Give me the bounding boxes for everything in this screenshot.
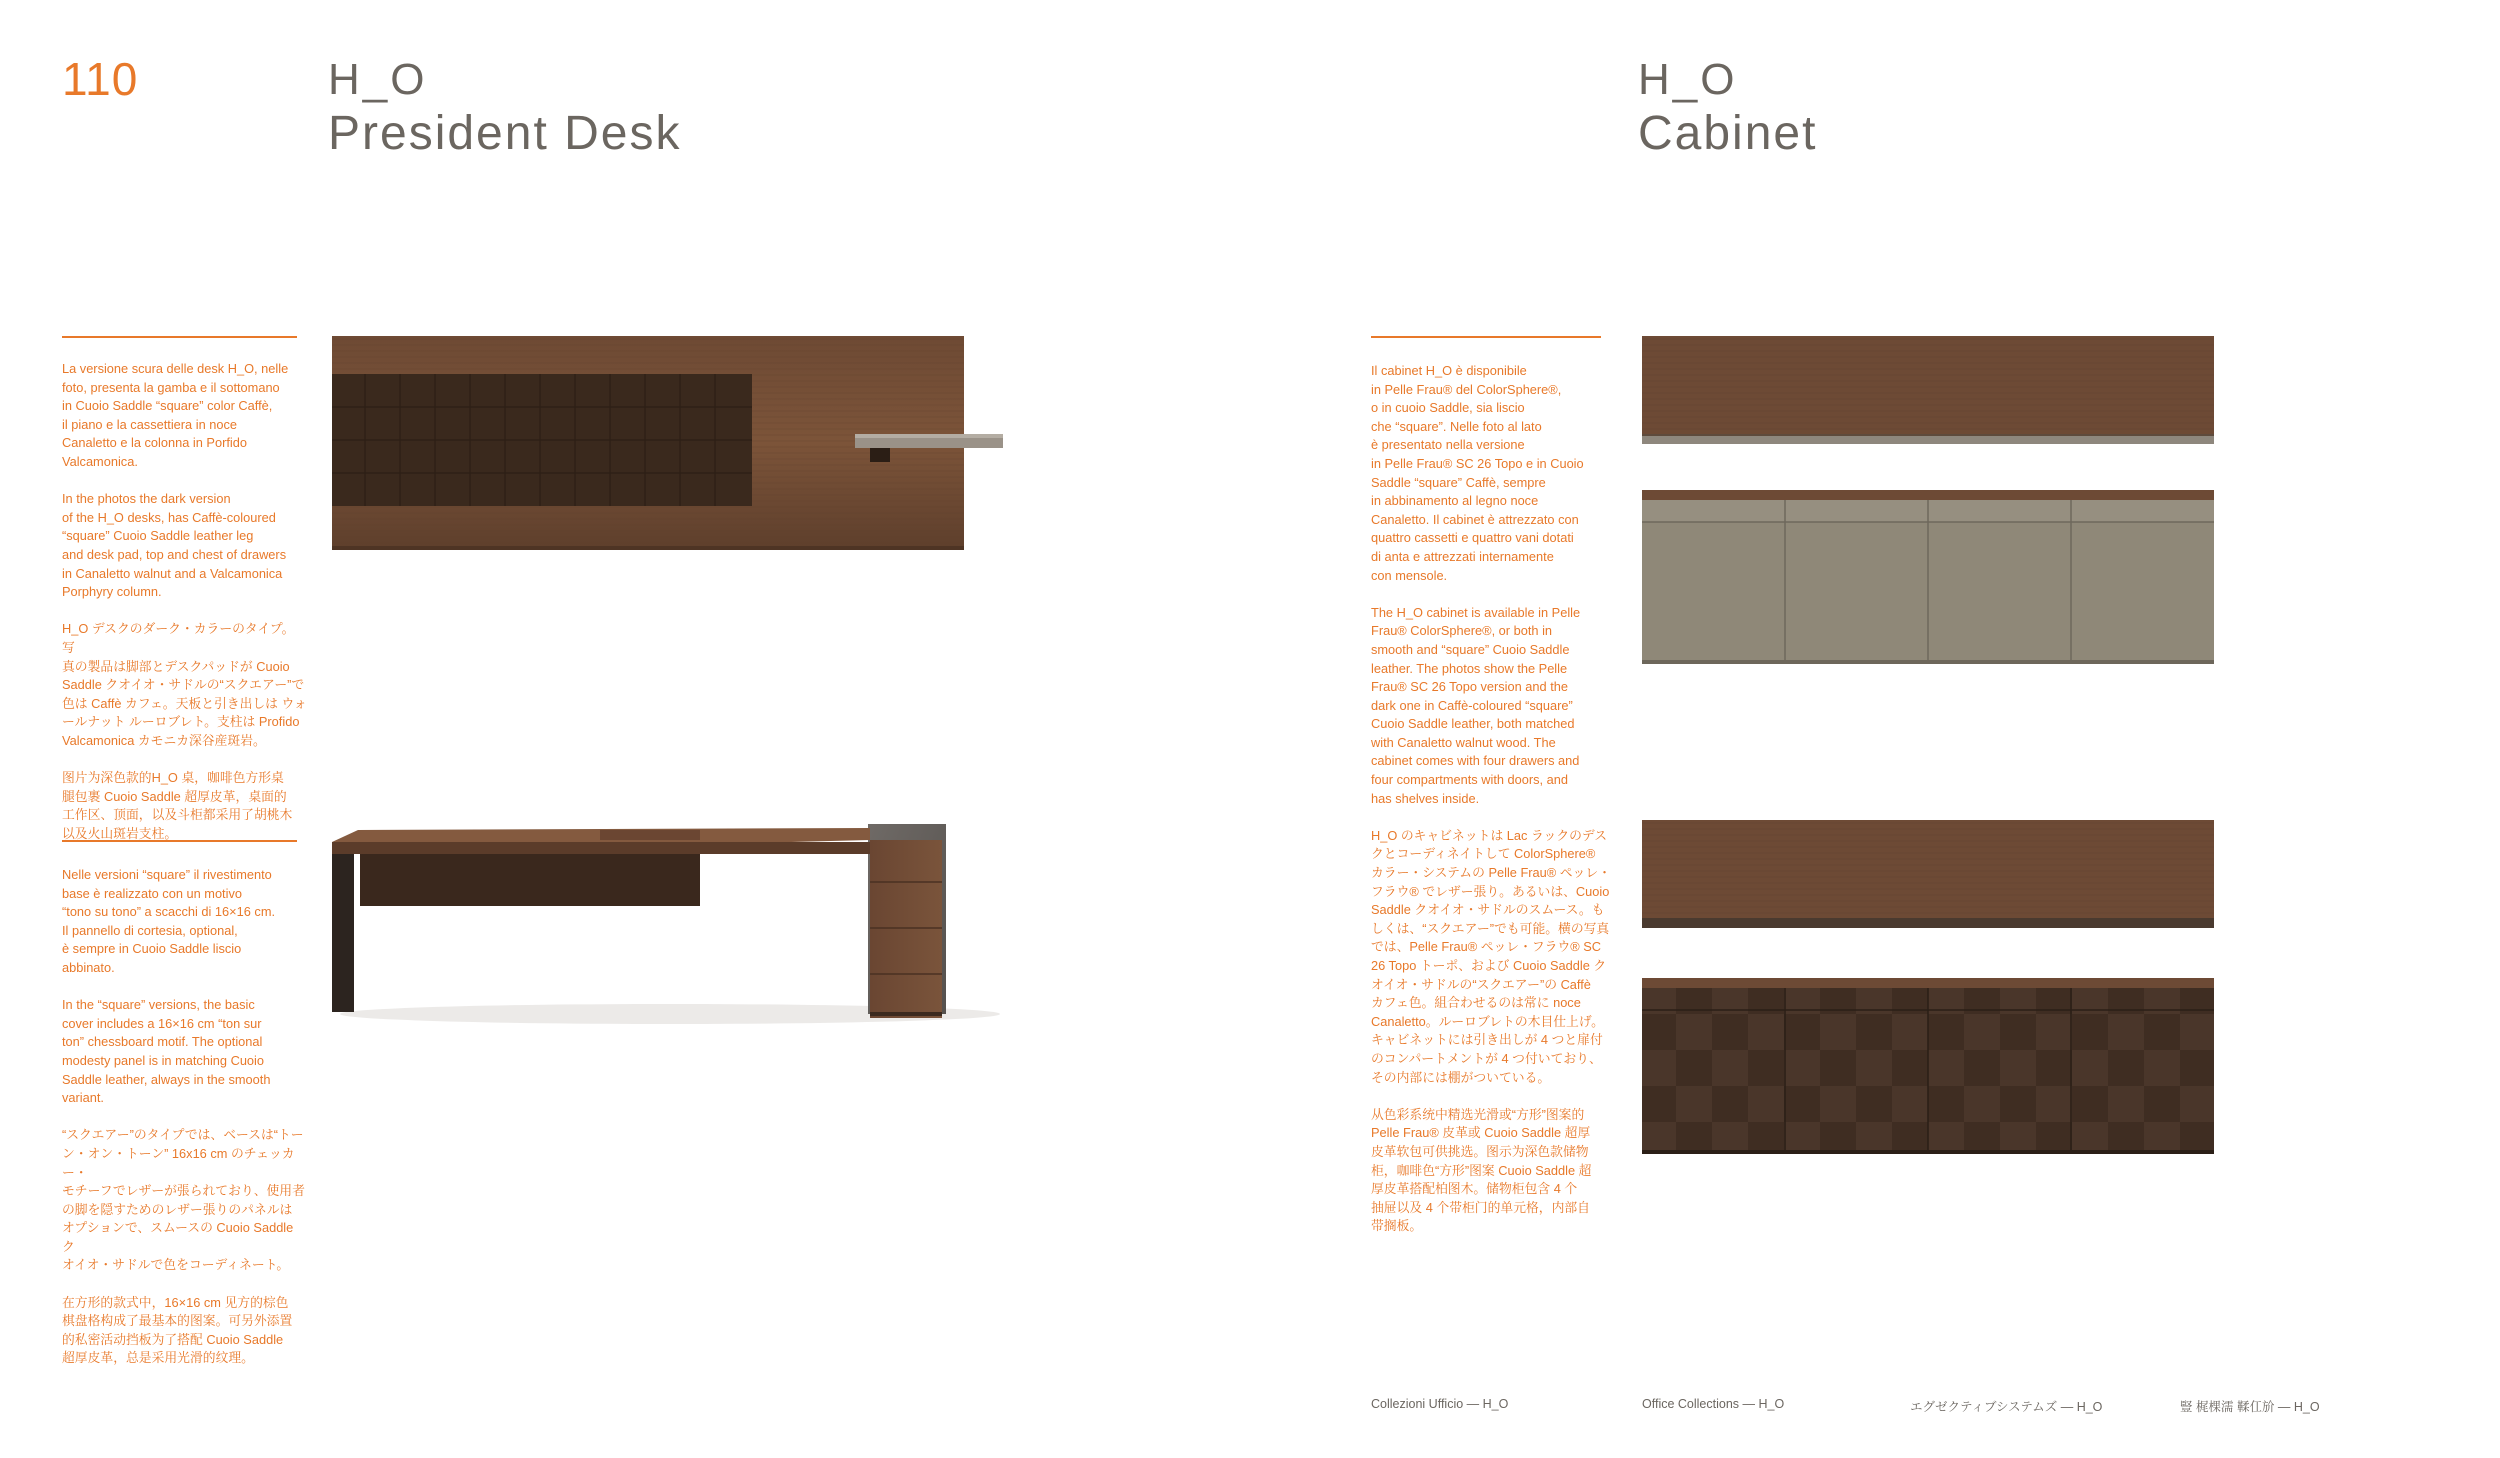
cabinet-text-it: Il cabinet H_O è disponibile in Pelle Frau® del ColorSphere®, o in cuoio Saddle, sia liscio che “square”. Nelle foto al lato è presentato nella versione in Pelle Frau® SC 26 Topo e in Cuoio Saddle “square” Caffè, sempre in abbinamento al legno noce Canaletto. Il cabinet è attrezzato con quattro cassetti e quattro vani dotati di anta e attrezzati internamente con mensole. (1371, 363, 1584, 583)
desk-title-name: President Desk (328, 106, 682, 160)
cabinet-text-zh: 从色彩系统中精选光滑或“方形”图案的 Pelle Frau® 皮革或 Cuoio Saddle 超厚 皮革软包可供挑选。图示为深色款储物 柜，咖啡色“方形”图案 Cuoio Saddle 超 厚皮革搭配柏图木。储物柜包含 4 个 抽屉以及 4 个带柜门的单元格，内部自 带搁板。 (1371, 1106, 1592, 1234)
cabinet-description (1371, 362, 1611, 1236)
desk-text-zh: 图片为深色款的H_O 桌，咖啡色方形桌 腿包裹 Cuoio Saddle 超厚皮革，桌面的 工作区、顶面，以及斗柜都采用了胡桃木 以及火山斑岩支柱。 (62, 770, 293, 841)
footer-collection-zh: 豎 梶棵濡 鞣仜斺 — H_O (2180, 1400, 2320, 1414)
page-number: 110 (62, 53, 139, 105)
footer-collection-it: Collezioni Ufficio — H_O (1371, 1397, 1509, 1411)
desk-text-it: La versione scura delle desk H_O, nelle foto, presenta la gamba e il sottomano in Cuoio Saddle “square” color Caffè, il piano e la cassettiera in noce Canaletto e la colonna in Porfido Valcamonica. (62, 361, 289, 469)
square-text-ja: “スクエアー”のタイプでは、ベースは“トー ン・オン・トーン” 16x16 cm のチェッカー・ モチーフでレザーが張られており、使用者 の脚を隠すためのレザー張りのパネルは オプションで、スムースの Cuoio Saddle ク オイオ・サドルで色をコーディネート。 (62, 1127, 305, 1273)
cabinet-text-ja: H_O のキャビネットは Lac ラックのデス クとコーディネイトして ColorSphere® カラー・システムの Pelle Frau® ペッレ・ フラウ® でレザー張り。あるいは、Cuoio Saddle クオイオ・サドルのスムース。も しくは、“スクエアー”でも可能。横の写真 では、Pelle Frau® ペッレ・フラウ® SC 26 Topo トーポ、および Cuoio Saddle ク オイオ・サドルの“スクエアー”の Caffè カフェ色。組合わせるのは常に noce Canaletto。ルーロブレトの木目仕上げ。 キャビネットには引き出しが 4 つと扉付 のコンパートメントが 4 つ付いており、 その内部には棚がついている。 (1371, 827, 1611, 1085)
desk-perspective-photo (330, 820, 1040, 1040)
footer-collection-ja: エグゼクティブシステムズ — H_O (1910, 1400, 2103, 1414)
right-rule-top (1371, 336, 1601, 338)
square-text-it: Nelle versioni “square” il rivestimento base è realizzato con un motivo “tono su tono” a scacchi di 16×16 cm. Il pannello di cortesia, optional, è sempre in Cuoio Saddle liscio abbinato. (62, 867, 276, 975)
footer-collection-en: Office Collections — H_O (1642, 1397, 1785, 1411)
desk-description-2 (62, 866, 307, 1368)
square-text-zh: 在方形的款式中，16×16 cm 见方的棕色 棋盘格构成了最基本的图案。可另外添置 的私密活动挡板为了搭配 Cuoio Saddle 超厚皮革，总是采用光滑的纹理。 (62, 1294, 293, 1366)
cabinet-title (1638, 54, 1817, 163)
cabinet-topo-top-photo (1640, 336, 2220, 446)
square-text-en: In the “square” versions, the basic cover includes a 16×16 cm “ton sur ton” chessboard motif. The optional modesty panel is in matching Cuoio Saddle leather, always in the smooth variant. (62, 997, 271, 1106)
cabinet-text-en: The H_O cabinet is available in Pelle Frau® ColorSphere®, or both in smooth and “square” Cuoio Saddle leather. The photos show the Pelle Frau® SC 26 Topo version and the dark one in Caffè-coloured “square” Cuoio Saddle leather, both matched with Canaletto walnut wood. The cabinet comes with four drawers and four compartments with doors, and has shelves inside. (1371, 604, 1581, 806)
cabinet-topo-photo (1640, 490, 2220, 670)
desk-text-en: In the photos the dark version of the H_O desks, has Caffè-coloured “square” Cuoio Saddle leather leg and desk pad, top and chest of drawers in Canaletto walnut and a Valcamonica Porphyry column. (62, 491, 287, 600)
desk-description-1 (62, 360, 307, 843)
desk-title-series: H_O (328, 55, 428, 104)
desk-text-ja: H_O デスクのダーク・カラーのタイプ。写 真の製品は脚部とデスクパッドが Cuoio Saddle クオイオ・サドルの“スクエアー”で 色は Caffè カフェ。天板と引き出しは ウォ ールナット ルーロブレト。支柱は Profido Valcamonica カモニカ深谷産斑岩。 (62, 621, 307, 748)
cabinet-caffe-top-photo (1640, 820, 2220, 930)
desk-front-photo (330, 336, 1010, 556)
cabinet-title-name: Cabinet (1638, 106, 1818, 160)
cabinet-title-series: H_O (1638, 55, 1738, 104)
left-rule-top (62, 336, 297, 338)
cabinet-caffe-photo (1640, 978, 2220, 1158)
desk-title (328, 54, 681, 163)
